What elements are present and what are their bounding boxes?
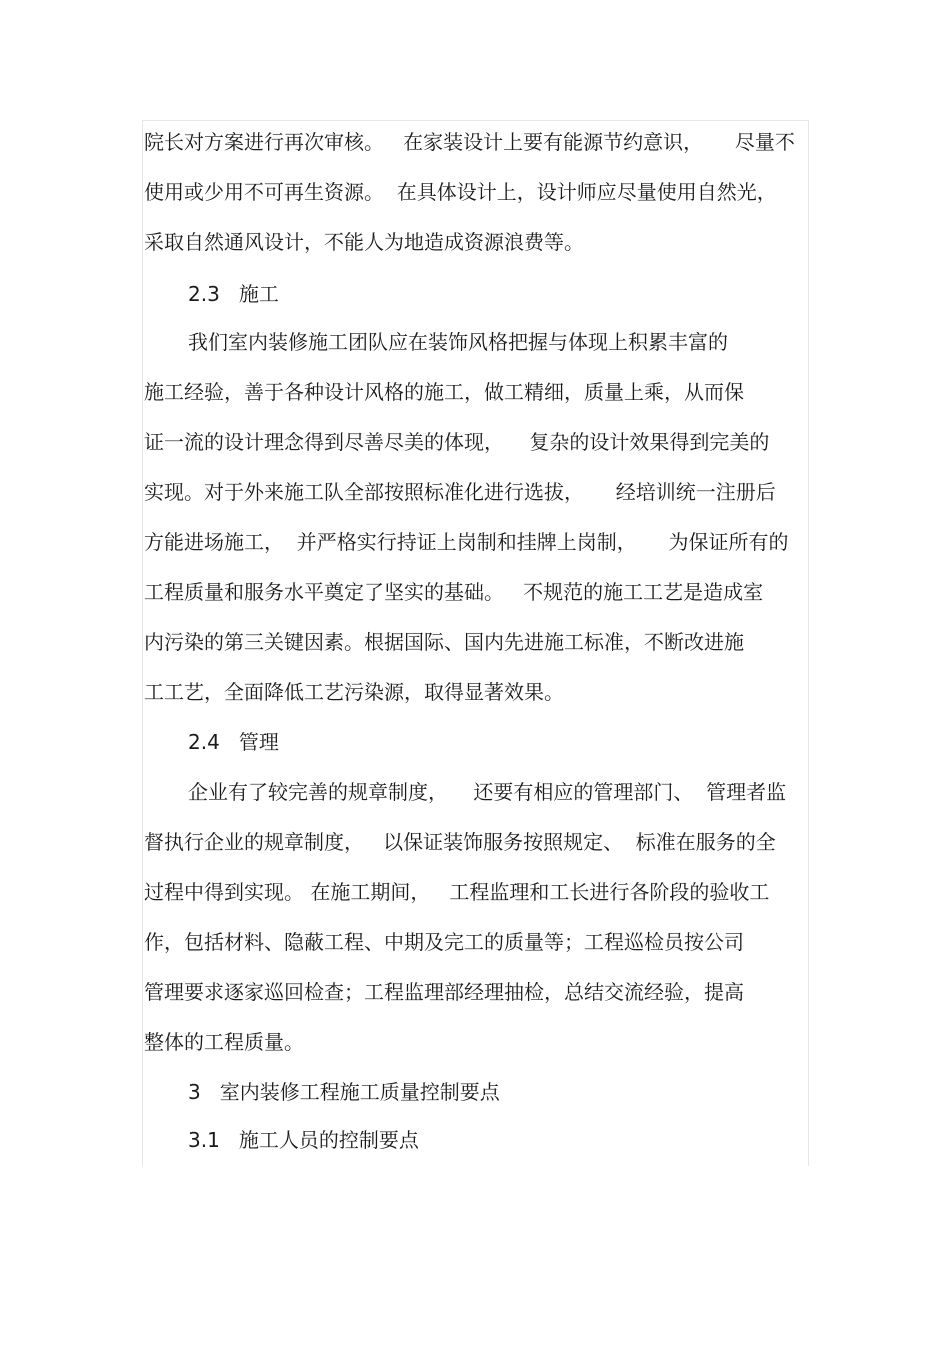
section-heading-2-4: 2.4 管理	[188, 730, 279, 754]
body-text-line: 督执行企业的规章制度， 以保证装饰服务按照规定、 标准在服务的全	[144, 830, 776, 854]
body-text-line: 实现。对于外来施工队全部按照标准化进行选拔， 经培训统一注册后	[144, 480, 776, 504]
section-heading-3: 3 室内装修工程施工质量控制要点	[188, 1080, 500, 1104]
body-text-line: 我们室内装修施工团队应在装饰风格把握与体现上积累丰富的	[188, 330, 728, 354]
body-text-line: 作，包括材料、隐蔽工程、中期及完工的质量等；工程巡检员按公司	[144, 930, 744, 954]
body-text-line: 工工艺，全面降低工艺污染源，取得显著效果。	[144, 680, 564, 704]
body-text-line: 过程中得到实现。 在施工期间， 工程监理和工长进行各阶段的验收工	[144, 880, 770, 904]
body-text-line: 采取自然通风设计，不能人为地造成资源浪费等。	[144, 230, 584, 254]
body-text-line: 方能进场施工， 并严格实行持证上岗制和挂牌上岗制， 为保证所有的	[144, 530, 789, 554]
body-text-line: 企业有了较完善的规章制度， 还要有相应的管理部门、 管理者监	[188, 780, 787, 804]
section-heading-3-1: 3.1 施工人员的控制要点	[188, 1128, 419, 1152]
body-text-line: 整体的工程质量。	[144, 1030, 304, 1054]
body-text-line: 证一流的设计理念得到尽善尽美的体现， 复杂的设计效果得到完美的	[144, 430, 770, 454]
body-text-line: 院长对方案进行再次审核。 在家装设计上要有能源节约意识， 尽量不	[144, 130, 795, 154]
body-text-line: 施工经验，善于各种设计风格的施工，做工精细，质量上乘，从而保	[144, 380, 744, 404]
body-text-line: 管理要求逐家巡回检查；工程监理部经理抽检，总结交流经验，提高	[144, 980, 744, 1004]
body-text-line: 使用或少用不可再生资源。 在具体设计上，设计师应尽量使用自然光，	[144, 180, 777, 204]
body-text-line: 工程质量和服务水平奠定了坚实的基础。 不规范的施工工艺是造成室	[144, 580, 764, 604]
section-heading-2-3: 2.3 施工	[188, 282, 279, 306]
body-text-line: 内污染的第三关键因素。根据国际、国内先进施工标准，不断改进施	[144, 630, 744, 654]
